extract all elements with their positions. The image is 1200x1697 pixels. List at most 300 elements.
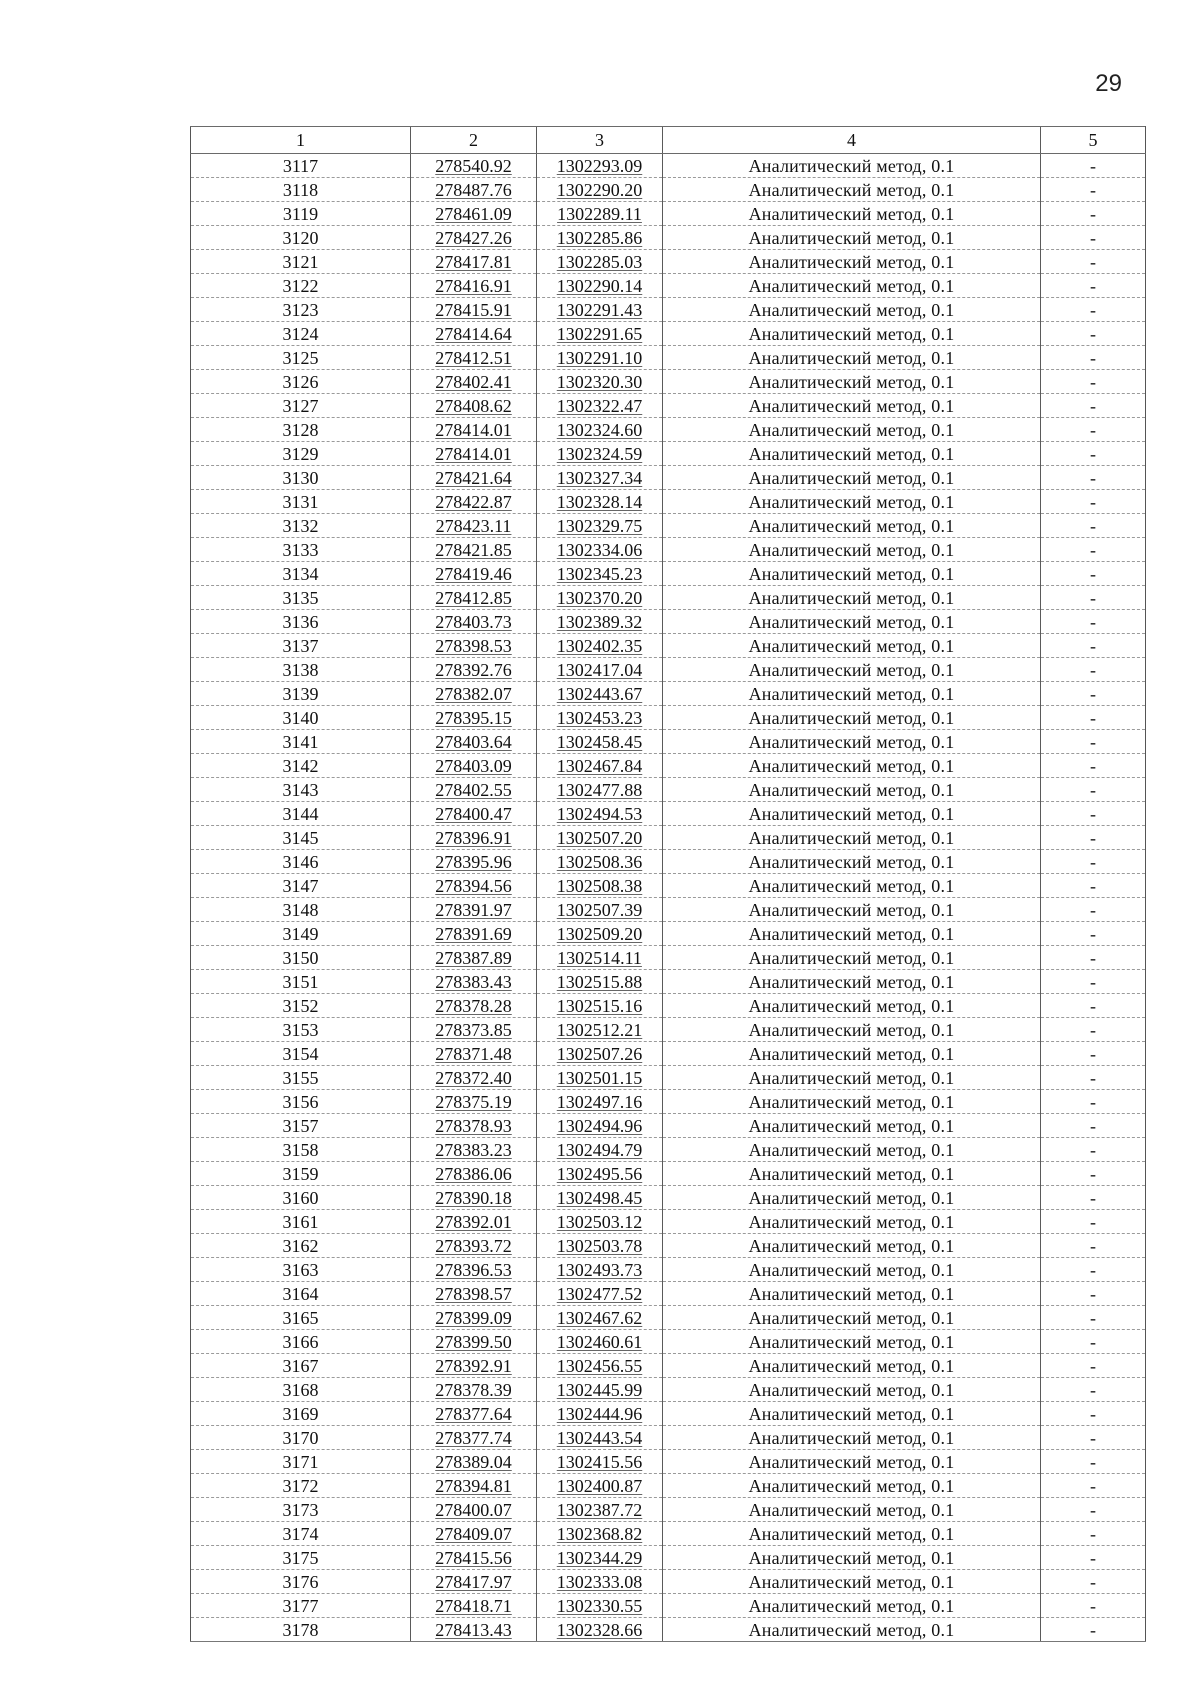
y-coordinate-cell: 1302508.38: [537, 874, 663, 898]
dash-cell: -: [1041, 322, 1146, 346]
table-row: [191, 610, 1146, 634]
dash-cell: -: [1041, 1306, 1146, 1330]
point-number-cell: 3160: [191, 1186, 411, 1210]
dash-cell: -: [1041, 442, 1146, 466]
method-cell: Аналитический метод, 0.1: [663, 1402, 1041, 1426]
method-cell: Аналитический метод, 0.1: [663, 1258, 1041, 1282]
method-cell: Аналитический метод, 0.1: [663, 778, 1041, 802]
y-coordinate-cell: 1302417.04: [537, 658, 663, 682]
y-coordinate-cell: 1302344.29: [537, 1546, 663, 1570]
x-coordinate-cell: 278394.81: [411, 1474, 537, 1498]
x-coordinate-cell: 278487.76: [411, 178, 537, 202]
method-cell: Аналитический метод, 0.1: [663, 850, 1041, 874]
dash-cell: -: [1041, 1330, 1146, 1354]
y-coordinate-cell: 1302320.30: [537, 370, 663, 394]
x-coordinate-cell: 278371.48: [411, 1042, 537, 1066]
point-number-cell: 3173: [191, 1498, 411, 1522]
point-number-cell: 3145: [191, 826, 411, 850]
table-row: [191, 658, 1146, 682]
coordinates-table: [190, 126, 1146, 1642]
dash-cell: -: [1041, 874, 1146, 898]
method-cell: Аналитический метод, 0.1: [663, 1210, 1041, 1234]
dash-cell: -: [1041, 1618, 1146, 1642]
point-number-cell: 3158: [191, 1138, 411, 1162]
x-coordinate-cell: 278403.73: [411, 610, 537, 634]
x-coordinate-cell: 278417.97: [411, 1570, 537, 1594]
dash-cell: -: [1041, 1018, 1146, 1042]
dash-cell: -: [1041, 250, 1146, 274]
point-number-cell: 3154: [191, 1042, 411, 1066]
method-cell: Аналитический метод, 0.1: [663, 922, 1041, 946]
x-coordinate-cell: 278387.89: [411, 946, 537, 970]
table-row: [191, 538, 1146, 562]
method-cell: Аналитический метод, 0.1: [663, 1114, 1041, 1138]
method-cell: Аналитический метод, 0.1: [663, 562, 1041, 586]
table-row: [191, 1450, 1146, 1474]
method-cell: Аналитический метод, 0.1: [663, 1138, 1041, 1162]
point-number-cell: 3150: [191, 946, 411, 970]
x-coordinate-cell: 278386.06: [411, 1162, 537, 1186]
method-cell: Аналитический метод, 0.1: [663, 1498, 1041, 1522]
y-coordinate-cell: 1302368.82: [537, 1522, 663, 1546]
table-row: [191, 1426, 1146, 1450]
dash-cell: -: [1041, 538, 1146, 562]
y-coordinate-cell: 1302285.03: [537, 250, 663, 274]
dash-cell: -: [1041, 1258, 1146, 1282]
dash-cell: -: [1041, 418, 1146, 442]
x-coordinate-cell: 278422.87: [411, 490, 537, 514]
y-coordinate-cell: 1302324.59: [537, 442, 663, 466]
y-coordinate-cell: 1302345.23: [537, 562, 663, 586]
x-coordinate-cell: 278392.76: [411, 658, 537, 682]
table-row: [191, 298, 1146, 322]
table-row: [191, 466, 1146, 490]
x-coordinate-cell: 278395.15: [411, 706, 537, 730]
dash-cell: -: [1041, 706, 1146, 730]
dash-cell: -: [1041, 730, 1146, 754]
x-coordinate-cell: 278399.50: [411, 1330, 537, 1354]
y-coordinate-cell: 1302503.78: [537, 1234, 663, 1258]
x-coordinate-cell: 278398.57: [411, 1282, 537, 1306]
point-number-cell: 3162: [191, 1234, 411, 1258]
y-coordinate-cell: 1302291.43: [537, 298, 663, 322]
dash-cell: -: [1041, 826, 1146, 850]
x-coordinate-cell: 278413.43: [411, 1618, 537, 1642]
y-coordinate-cell: 1302415.56: [537, 1450, 663, 1474]
y-coordinate-cell: 1302327.34: [537, 466, 663, 490]
table-row: [191, 778, 1146, 802]
x-coordinate-cell: 278383.23: [411, 1138, 537, 1162]
table-row: [191, 826, 1146, 850]
table-row: [191, 562, 1146, 586]
y-coordinate-cell: 1302507.39: [537, 898, 663, 922]
y-coordinate-cell: 1302370.20: [537, 586, 663, 610]
y-coordinate-cell: 1302443.67: [537, 682, 663, 706]
x-coordinate-cell: 278400.47: [411, 802, 537, 826]
header-col-1: 1: [191, 127, 411, 154]
dash-cell: -: [1041, 1522, 1146, 1546]
table-row: [191, 1546, 1146, 1570]
method-cell: Аналитический метод, 0.1: [663, 970, 1041, 994]
y-coordinate-cell: 1302456.55: [537, 1354, 663, 1378]
x-coordinate-cell: 278391.97: [411, 898, 537, 922]
x-coordinate-cell: 278409.07: [411, 1522, 537, 1546]
method-cell: Аналитический метод, 0.1: [663, 610, 1041, 634]
point-number-cell: 3123: [191, 298, 411, 322]
table-row: [191, 994, 1146, 1018]
table-row: [191, 1210, 1146, 1234]
point-number-cell: 3140: [191, 706, 411, 730]
point-number-cell: 3118: [191, 178, 411, 202]
x-coordinate-cell: 278421.64: [411, 466, 537, 490]
x-coordinate-cell: 278389.04: [411, 1450, 537, 1474]
y-coordinate-cell: 1302402.35: [537, 634, 663, 658]
y-coordinate-cell: 1302291.10: [537, 346, 663, 370]
x-coordinate-cell: 278418.71: [411, 1594, 537, 1618]
dash-cell: -: [1041, 1570, 1146, 1594]
x-coordinate-cell: 278375.19: [411, 1090, 537, 1114]
y-coordinate-cell: 1302290.14: [537, 274, 663, 298]
point-number-cell: 3176: [191, 1570, 411, 1594]
point-number-cell: 3146: [191, 850, 411, 874]
dash-cell: -: [1041, 1234, 1146, 1258]
y-coordinate-cell: 1302467.62: [537, 1306, 663, 1330]
table-row: [191, 706, 1146, 730]
y-coordinate-cell: 1302494.53: [537, 802, 663, 826]
dash-cell: -: [1041, 1378, 1146, 1402]
dash-cell: -: [1041, 1162, 1146, 1186]
point-number-cell: 3138: [191, 658, 411, 682]
method-cell: Аналитический метод, 0.1: [663, 682, 1041, 706]
table-row: [191, 730, 1146, 754]
dash-cell: -: [1041, 994, 1146, 1018]
method-cell: Аналитический метод, 0.1: [663, 1162, 1041, 1186]
dash-cell: -: [1041, 274, 1146, 298]
table-row: [191, 1522, 1146, 1546]
x-coordinate-cell: 278396.53: [411, 1258, 537, 1282]
method-cell: Аналитический метод, 0.1: [663, 1282, 1041, 1306]
point-number-cell: 3152: [191, 994, 411, 1018]
method-cell: Аналитический метод, 0.1: [663, 802, 1041, 826]
y-coordinate-cell: 1302458.45: [537, 730, 663, 754]
point-number-cell: 3147: [191, 874, 411, 898]
x-coordinate-cell: 278414.64: [411, 322, 537, 346]
table-row: [191, 1402, 1146, 1426]
y-coordinate-cell: 1302515.88: [537, 970, 663, 994]
x-coordinate-cell: 278378.28: [411, 994, 537, 1018]
method-cell: Аналитический метод, 0.1: [663, 514, 1041, 538]
method-cell: Аналитический метод, 0.1: [663, 226, 1041, 250]
point-number-cell: 3143: [191, 778, 411, 802]
x-coordinate-cell: 278461.09: [411, 202, 537, 226]
y-coordinate-cell: 1302497.16: [537, 1090, 663, 1114]
method-cell: Аналитический метод, 0.1: [663, 1090, 1041, 1114]
x-coordinate-cell: 278378.39: [411, 1378, 537, 1402]
point-number-cell: 3122: [191, 274, 411, 298]
point-number-cell: 3149: [191, 922, 411, 946]
y-coordinate-cell: 1302508.36: [537, 850, 663, 874]
point-number-cell: 3178: [191, 1618, 411, 1642]
table-row: [191, 1594, 1146, 1618]
table-row: [191, 754, 1146, 778]
dash-cell: -: [1041, 298, 1146, 322]
dash-cell: -: [1041, 178, 1146, 202]
point-number-cell: 3119: [191, 202, 411, 226]
table-row: [191, 202, 1146, 226]
y-coordinate-cell: 1302333.08: [537, 1570, 663, 1594]
table-row: [191, 1306, 1146, 1330]
table-row: [191, 442, 1146, 466]
method-cell: Аналитический метод, 0.1: [663, 1522, 1041, 1546]
table-row: [191, 802, 1146, 826]
dash-cell: -: [1041, 1474, 1146, 1498]
dash-cell: -: [1041, 1186, 1146, 1210]
table-row: [191, 634, 1146, 658]
dash-cell: -: [1041, 1114, 1146, 1138]
header-col-4: 4: [663, 127, 1041, 154]
table-row: [191, 1618, 1146, 1642]
dash-cell: -: [1041, 802, 1146, 826]
x-coordinate-cell: 278394.56: [411, 874, 537, 898]
point-number-cell: 3163: [191, 1258, 411, 1282]
method-cell: Аналитический метод, 0.1: [663, 1066, 1041, 1090]
x-coordinate-cell: 278377.64: [411, 1402, 537, 1426]
table-row: [191, 1090, 1146, 1114]
dash-cell: -: [1041, 1042, 1146, 1066]
table-row: [191, 418, 1146, 442]
y-coordinate-cell: 1302503.12: [537, 1210, 663, 1234]
point-number-cell: 3165: [191, 1306, 411, 1330]
method-cell: Аналитический метод, 0.1: [663, 346, 1041, 370]
y-coordinate-cell: 1302293.09: [537, 154, 663, 178]
y-coordinate-cell: 1302501.15: [537, 1066, 663, 1090]
x-coordinate-cell: 278421.85: [411, 538, 537, 562]
table-row: [191, 850, 1146, 874]
method-cell: Аналитический метод, 0.1: [663, 898, 1041, 922]
table-row: [191, 1066, 1146, 1090]
dash-cell: -: [1041, 1090, 1146, 1114]
table-row: [191, 490, 1146, 514]
method-cell: Аналитический метод, 0.1: [663, 490, 1041, 514]
x-coordinate-cell: 278403.09: [411, 754, 537, 778]
table-row: [191, 970, 1146, 994]
point-number-cell: 3148: [191, 898, 411, 922]
dash-cell: -: [1041, 778, 1146, 802]
point-number-cell: 3142: [191, 754, 411, 778]
y-coordinate-cell: 1302322.47: [537, 394, 663, 418]
dash-cell: -: [1041, 946, 1146, 970]
method-cell: Аналитический метод, 0.1: [663, 1570, 1041, 1594]
table-row: [191, 922, 1146, 946]
point-number-cell: 3177: [191, 1594, 411, 1618]
x-coordinate-cell: 278415.91: [411, 298, 537, 322]
y-coordinate-cell: 1302443.54: [537, 1426, 663, 1450]
y-coordinate-cell: 1302324.60: [537, 418, 663, 442]
dash-cell: -: [1041, 1426, 1146, 1450]
method-cell: Аналитический метод, 0.1: [663, 634, 1041, 658]
table-row: [191, 1570, 1146, 1594]
point-number-cell: 3134: [191, 562, 411, 586]
y-coordinate-cell: 1302509.20: [537, 922, 663, 946]
x-coordinate-cell: 278391.69: [411, 922, 537, 946]
x-coordinate-cell: 278399.09: [411, 1306, 537, 1330]
dash-cell: -: [1041, 346, 1146, 370]
x-coordinate-cell: 278540.92: [411, 154, 537, 178]
point-number-cell: 3129: [191, 442, 411, 466]
method-cell: Аналитический метод, 0.1: [663, 418, 1041, 442]
x-coordinate-cell: 278414.01: [411, 418, 537, 442]
point-number-cell: 3156: [191, 1090, 411, 1114]
point-number-cell: 3130: [191, 466, 411, 490]
x-coordinate-cell: 278414.01: [411, 442, 537, 466]
method-cell: Аналитический метод, 0.1: [663, 322, 1041, 346]
point-number-cell: 3171: [191, 1450, 411, 1474]
table-row: [191, 1354, 1146, 1378]
table-row: [191, 898, 1146, 922]
method-cell: Аналитический метод, 0.1: [663, 874, 1041, 898]
dash-cell: -: [1041, 1402, 1146, 1426]
dash-cell: -: [1041, 1282, 1146, 1306]
x-coordinate-cell: 278378.93: [411, 1114, 537, 1138]
method-cell: Аналитический метод, 0.1: [663, 1378, 1041, 1402]
point-number-cell: 3157: [191, 1114, 411, 1138]
table-row: [191, 346, 1146, 370]
method-cell: Аналитический метод, 0.1: [663, 946, 1041, 970]
method-cell: Аналитический метод, 0.1: [663, 1330, 1041, 1354]
y-coordinate-cell: 1302328.14: [537, 490, 663, 514]
header-col-3: 3: [537, 127, 663, 154]
y-coordinate-cell: 1302387.72: [537, 1498, 663, 1522]
table-row: [191, 1498, 1146, 1522]
y-coordinate-cell: 1302477.88: [537, 778, 663, 802]
point-number-cell: 3172: [191, 1474, 411, 1498]
method-cell: Аналитический метод, 0.1: [663, 154, 1041, 178]
table-row: [191, 1162, 1146, 1186]
point-number-cell: 3117: [191, 154, 411, 178]
method-cell: Аналитический метод, 0.1: [663, 1354, 1041, 1378]
method-cell: Аналитический метод, 0.1: [663, 994, 1041, 1018]
table-row: [191, 1186, 1146, 1210]
table-row: [191, 1018, 1146, 1042]
table-row: [191, 1378, 1146, 1402]
x-coordinate-cell: 278427.26: [411, 226, 537, 250]
point-number-cell: 3126: [191, 370, 411, 394]
y-coordinate-cell: 1302507.26: [537, 1042, 663, 1066]
table-row: [191, 178, 1146, 202]
table-row: [191, 1282, 1146, 1306]
x-coordinate-cell: 278373.85: [411, 1018, 537, 1042]
table-row: [191, 682, 1146, 706]
y-coordinate-cell: 1302512.21: [537, 1018, 663, 1042]
point-number-cell: 3120: [191, 226, 411, 250]
x-coordinate-cell: 278372.40: [411, 1066, 537, 1090]
x-coordinate-cell: 278419.46: [411, 562, 537, 586]
y-coordinate-cell: 1302291.65: [537, 322, 663, 346]
table-row: [191, 1330, 1146, 1354]
method-cell: Аналитический метод, 0.1: [663, 730, 1041, 754]
x-coordinate-cell: 278395.96: [411, 850, 537, 874]
dash-cell: -: [1041, 1498, 1146, 1522]
point-number-cell: 3151: [191, 970, 411, 994]
method-cell: Аналитический метод, 0.1: [663, 250, 1041, 274]
x-coordinate-cell: 278393.72: [411, 1234, 537, 1258]
dash-cell: -: [1041, 1594, 1146, 1618]
point-number-cell: 3174: [191, 1522, 411, 1546]
method-cell: Аналитический метод, 0.1: [663, 1618, 1041, 1642]
table-body: [191, 154, 1146, 1642]
y-coordinate-cell: 1302498.45: [537, 1186, 663, 1210]
x-coordinate-cell: 278415.56: [411, 1546, 537, 1570]
point-number-cell: 3124: [191, 322, 411, 346]
x-coordinate-cell: 278412.51: [411, 346, 537, 370]
table-row: [191, 1474, 1146, 1498]
y-coordinate-cell: 1302285.86: [537, 226, 663, 250]
method-cell: Аналитический метод, 0.1: [663, 1234, 1041, 1258]
method-cell: Аналитический метод, 0.1: [663, 1018, 1041, 1042]
point-number-cell: 3133: [191, 538, 411, 562]
method-cell: Аналитический метод, 0.1: [663, 586, 1041, 610]
dash-cell: -: [1041, 1138, 1146, 1162]
y-coordinate-cell: 1302495.56: [537, 1162, 663, 1186]
dash-cell: -: [1041, 154, 1146, 178]
dash-cell: -: [1041, 898, 1146, 922]
dash-cell: -: [1041, 1450, 1146, 1474]
y-coordinate-cell: 1302494.79: [537, 1138, 663, 1162]
method-cell: Аналитический метод, 0.1: [663, 706, 1041, 730]
y-coordinate-cell: 1302493.73: [537, 1258, 663, 1282]
table-row: [191, 1234, 1146, 1258]
method-cell: Аналитический метод, 0.1: [663, 1450, 1041, 1474]
point-number-cell: 3175: [191, 1546, 411, 1570]
dash-cell: -: [1041, 922, 1146, 946]
dash-cell: -: [1041, 634, 1146, 658]
point-number-cell: 3137: [191, 634, 411, 658]
method-cell: Аналитический метод, 0.1: [663, 1306, 1041, 1330]
y-coordinate-cell: 1302444.96: [537, 1402, 663, 1426]
point-number-cell: 3153: [191, 1018, 411, 1042]
y-coordinate-cell: 1302329.75: [537, 514, 663, 538]
method-cell: Аналитический метод, 0.1: [663, 1042, 1041, 1066]
x-coordinate-cell: 278398.53: [411, 634, 537, 658]
point-number-cell: 3159: [191, 1162, 411, 1186]
table-row: [191, 154, 1146, 178]
table-row: [191, 1138, 1146, 1162]
point-number-cell: 3139: [191, 682, 411, 706]
method-cell: Аналитический метод, 0.1: [663, 538, 1041, 562]
dash-cell: -: [1041, 490, 1146, 514]
method-cell: Аналитический метод, 0.1: [663, 1474, 1041, 1498]
point-number-cell: 3125: [191, 346, 411, 370]
x-coordinate-cell: 278402.41: [411, 370, 537, 394]
header-row: [191, 127, 1146, 154]
y-coordinate-cell: 1302453.23: [537, 706, 663, 730]
y-coordinate-cell: 1302290.20: [537, 178, 663, 202]
dash-cell: -: [1041, 682, 1146, 706]
dash-cell: -: [1041, 226, 1146, 250]
table-row: [191, 946, 1146, 970]
point-number-cell: 3144: [191, 802, 411, 826]
method-cell: Аналитический метод, 0.1: [663, 394, 1041, 418]
dash-cell: -: [1041, 1546, 1146, 1570]
method-cell: Аналитический метод, 0.1: [663, 1546, 1041, 1570]
x-coordinate-cell: 278396.91: [411, 826, 537, 850]
y-coordinate-cell: 1302467.84: [537, 754, 663, 778]
dash-cell: -: [1041, 370, 1146, 394]
dash-cell: -: [1041, 970, 1146, 994]
point-number-cell: 3132: [191, 514, 411, 538]
x-coordinate-cell: 278383.43: [411, 970, 537, 994]
method-cell: Аналитический метод, 0.1: [663, 370, 1041, 394]
